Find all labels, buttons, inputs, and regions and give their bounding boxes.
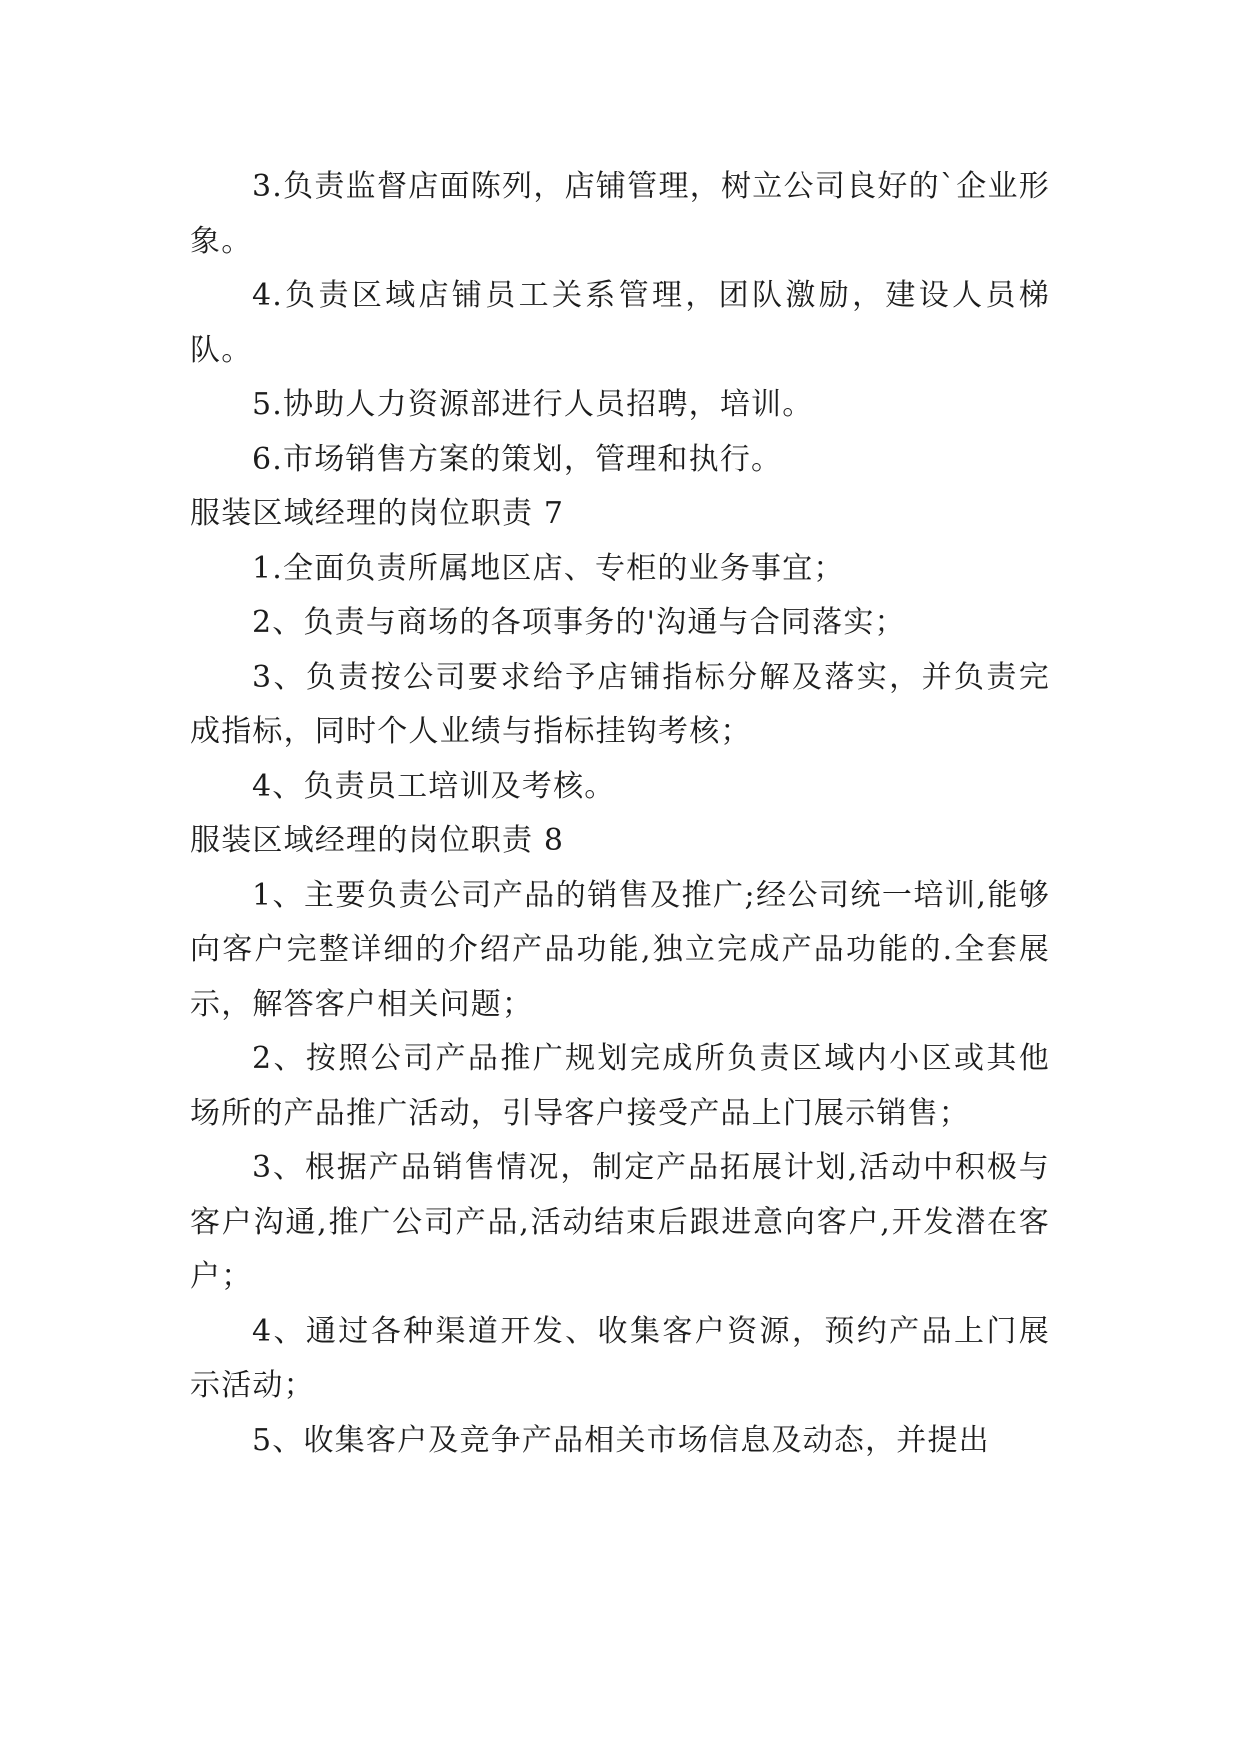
paragraph-s8-item-1: 1、主要负责公司产品的销售及推广;经公司统一培训,能够向客户完整详细的介绍产品功能,独立完成产品功能的.全套展示，解答客户相关问题； <box>190 877 1050 1022</box>
section-heading-7: 服装区域经理的岗位职责 7 <box>190 496 565 531</box>
paragraph-s8-item-3: 3、根据产品销售情况，制定产品拓展计划,活动中积极与客户沟通,推广公司产品,活动结束后跟进意向客户,开发潜在客户； <box>190 1150 1050 1294</box>
paragraph-s7-item-2: 2、负责与商场的各项事务的'沟通与合同落实； <box>252 605 906 640</box>
section-heading-8: 服装区域经理的岗位职责 8 <box>190 823 565 858</box>
paragraph-s8-item-4: 4、通过各种渠道开发、收集客户资源，预约产品上门展示活动； <box>190 1313 1050 1403</box>
paragraph-duty-3-display: 3.负责监督店面陈列，店铺管理，树立公司良好的`企业形象。 <box>190 169 1050 259</box>
paragraph-duty-5-recruit: 5.协助人力资源部进行人员招聘，培训。 <box>252 387 814 422</box>
paragraph-s8-item-2: 2、按照公司产品推广规划完成所负责区域内小区或其他场所的产品推广活动，引导客户接受产品上门展示销售； <box>190 1041 1050 1131</box>
paragraph-s7-item-3: 3、负责按公司要求给予店铺指标分解及落实，并负责完成指标，同时个人业绩与指标挂钩考核； <box>190 659 1050 749</box>
paragraph-duty-6-marketing: 6.市场销售方案的策划，管理和执行。 <box>252 441 783 477</box>
document-body <box>190 160 1050 1468</box>
paragraph-s7-item-4: 4、负责员工培训及考核。 <box>252 768 616 804</box>
paragraph-duty-4-staff: 4.负责区域店铺员工关系管理，团队激励，建设人员梯队。 <box>190 278 1050 368</box>
paragraph-s7-item-1: 1.全面负责所属地区店、专柜的业务事宜； <box>252 550 845 586</box>
paragraph-s8-item-5: 5、收集客户及竞争产品相关市场信息及动态，并提出 <box>252 1422 990 1458</box>
